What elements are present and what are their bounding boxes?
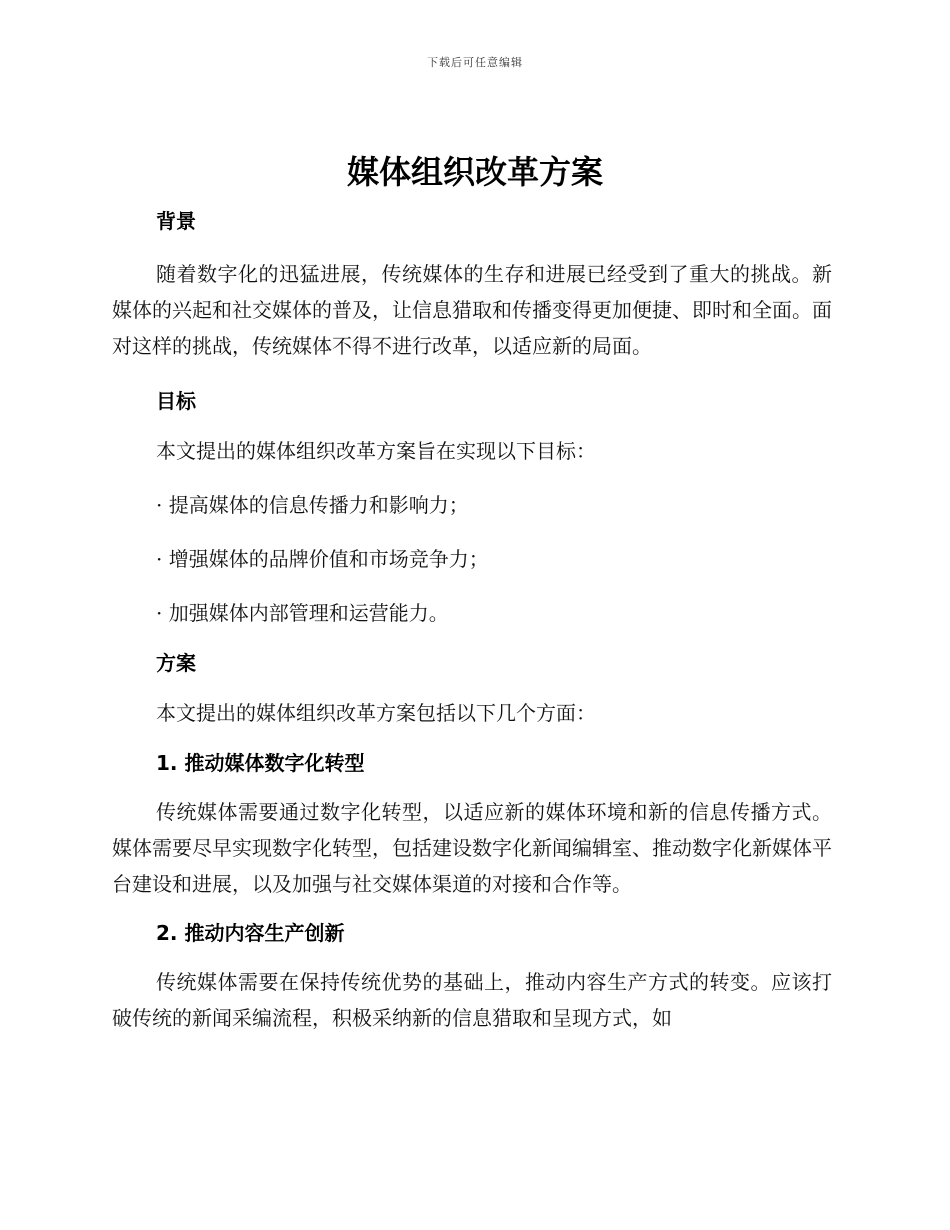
section-heading-plan: 方案 bbox=[156, 651, 196, 675]
plan-paragraph-content: 传统媒体需要在保持传统优势的基础上，推动内容生产方式的转变。应该打破传统的新闻采编流程，积极采纳新的信息猎取和呈现方式，如 bbox=[112, 970, 832, 1030]
plan-subheading-content: 2. 推动内容生产创新 bbox=[156, 921, 345, 945]
goals-intro: 本文提出的媒体组织改革方案旨在实现以下目标： bbox=[156, 439, 596, 463]
goal-item: · 增强媒体的品牌价值和市场竞争力； bbox=[156, 547, 489, 571]
document-body bbox=[112, 198, 832, 1036]
section-heading-goals: 目标 bbox=[156, 389, 196, 413]
plan-intro: 本文提出的媒体组织改革方案包括以下几个方面： bbox=[156, 701, 596, 725]
background-paragraph: 随着数字化的迅猛进展，传统媒体的生存和进展已经受到了重大的挑战。新媒体的兴起和社交媒体的普及，让信息猎取和传播变得更加便捷、即时和全面。面对这样的挑战，传统媒体不得不进行改革，以适应新的局面。 bbox=[112, 262, 832, 358]
header-note: 下载后可任意编辑 bbox=[427, 56, 523, 69]
goal-item: · 提高媒体的信息传播力和影响力； bbox=[156, 493, 469, 517]
plan-subheading-digital: 1. 推动媒体数字化转型 bbox=[156, 751, 365, 775]
goal-item: · 加强媒体内部管理和运营能力。 bbox=[156, 601, 449, 625]
section-heading-background: 背景 bbox=[156, 209, 196, 233]
document-title: 媒体组织改革方案 bbox=[346, 153, 603, 191]
plan-paragraph-digital: 传统媒体需要通过数字化转型，以适应新的媒体环境和新的信息传播方式。媒体需要尽早实现数字化转型，包括建设数字化新闻编辑室、推动数字化新媒体平台建设和进展，以及加强与社交媒体渠道的对接和合作等。 bbox=[112, 800, 832, 896]
